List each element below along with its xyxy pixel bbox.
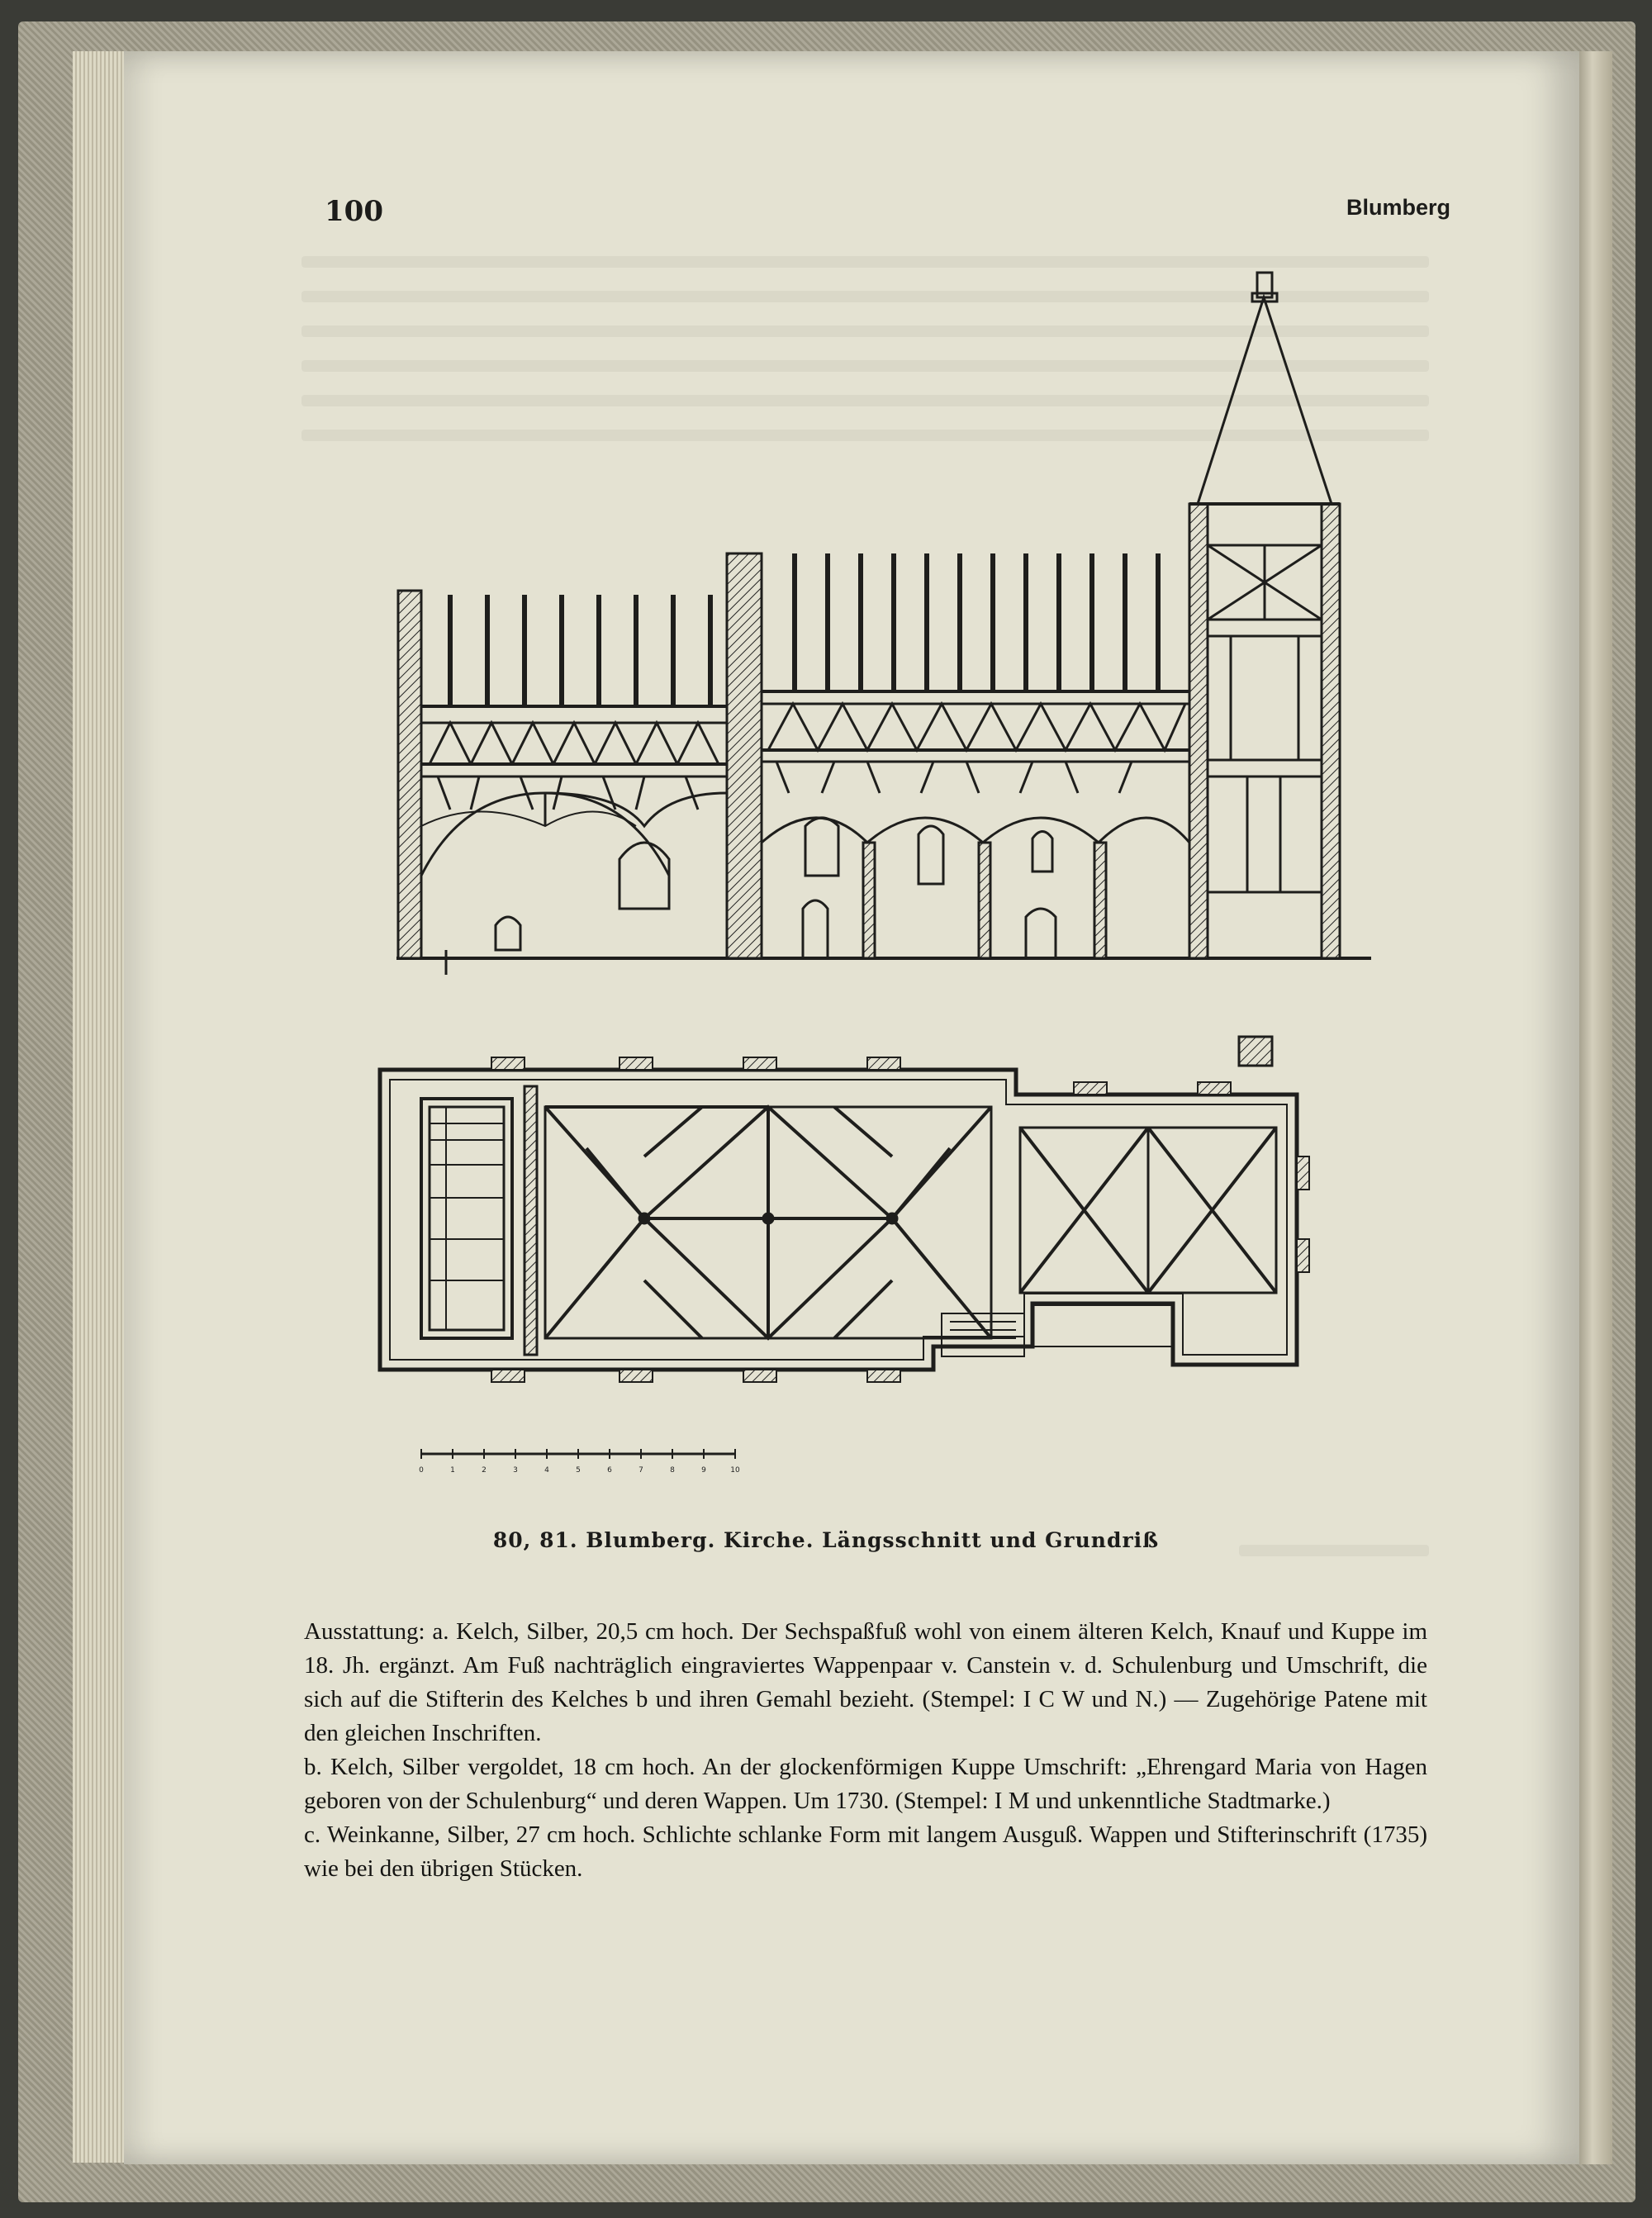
- floor-plan: [380, 1037, 1309, 1459]
- scale-tick: 4: [544, 1466, 549, 1475]
- church-drawing: [372, 248, 1470, 1487]
- scale-tick: 0: [419, 1466, 424, 1475]
- paragraph-b: b. Kelch, Silber vergoldet, 18 cm hoch. An der glockenförmigen Kuppe Umschrift: „Ehrengard Maria von Hagen geboren von der Schulenburg“ und deren Wappen. Um 1730. (Stempel: I M und unkenntliche Stadtmarke.): [304, 1754, 1427, 1814]
- scale-tick: 8: [670, 1466, 675, 1475]
- figure-caption: 80, 81. Blumberg. Kirche. Längsschnitt und Grundriß: [492, 1528, 1160, 1552]
- scale-tick: 10: [730, 1466, 740, 1475]
- longitudinal-section: [396, 273, 1371, 975]
- scale-tick: 3: [513, 1466, 518, 1475]
- page-stack-edge: [73, 51, 131, 2163]
- scale-tick: 9: [701, 1466, 706, 1475]
- next-page-edge: [1579, 51, 1612, 2164]
- running-head: Blumberg: [1346, 195, 1451, 220]
- body-text: [304, 1615, 1427, 1886]
- scale-tick: 2: [482, 1466, 487, 1475]
- scale-tick: 5: [576, 1466, 581, 1475]
- paragraph-c: c. Weinkanne, Silber, 27 cm hoch. Schlichte schlanke Form mit langem Ausguß. Wappen und Stifterinschrift (1735) wie bei den übrigen Stücken.: [304, 1821, 1427, 1882]
- scale-labels: [419, 1466, 740, 1475]
- scale-tick: 1: [450, 1466, 455, 1475]
- scale-tick: 7: [638, 1466, 643, 1475]
- paragraph-a: Ausstattung: a. Kelch, Silber, 20,5 cm hoch. Der Sechspaßfuß wohl von einem älteren Kelch, Knauf und Kuppe im 18. Jh. ergänzt. Am Fuß nachträglich eingraviertes Wappenpaar v. Canstein v. d. Schulenburg und Umschrift, die sich auf die Stifterin des Kelches b und ihren Gemahl bezieht. (Stempel: I C W und N.) — Zugehörige Patene mit den gleichen Inschriften.: [304, 1618, 1427, 1746]
- scale-tick: 6: [607, 1466, 612, 1475]
- page-number: 100: [325, 195, 383, 228]
